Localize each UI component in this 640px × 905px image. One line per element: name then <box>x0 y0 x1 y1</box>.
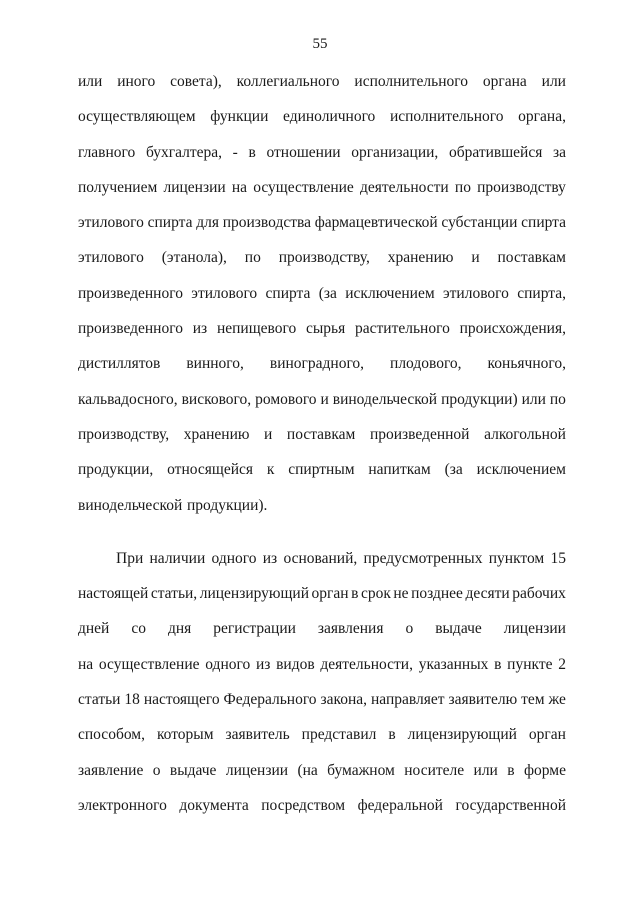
text-line: способом, которым заявитель представил в лицензирующий орган <box>78 726 566 744</box>
text-line: производству, хранению и поставкам произведенной алкогольной <box>78 425 566 443</box>
text-line: этилового спирта для производства фармацевтической субстанции спирта <box>78 214 566 232</box>
text-line: настоящей статьи, лицензирующий орган в срок не позднее десяти рабочих <box>78 585 566 603</box>
text-line: произведенного этилового спирта (за исключением этилового спирта, <box>78 284 566 302</box>
text-line: электронного документа посредством федеральной государственной <box>78 796 566 814</box>
paragraph <box>78 71 566 530</box>
paragraph <box>78 548 566 830</box>
document-body <box>78 71 566 830</box>
text-line: статьи 18 настоящего Федерального закона, направляет заявителю тем же <box>78 691 566 709</box>
text-line: заявление о выдаче лицензии (на бумажном носителе или в форме <box>78 761 566 779</box>
text-line: дистиллятов винного, виноградного, плодового, коньячного, <box>78 355 566 373</box>
page-number: 55 <box>312 36 328 52</box>
text-line: главного бухгалтера, - в отношении организации, обратившейся за <box>78 143 566 161</box>
text-line: на осуществление одного из видов деятельности, указанных в пункте 2 <box>78 655 566 673</box>
text-line: осуществляющем функции единоличного исполнительного органа, <box>78 108 566 126</box>
text-line: кальвадосного, вискового, ромового и винодельческой продукции) или по <box>78 390 566 408</box>
text-line: этилового (этанола), по производству, хранению и поставкам <box>78 249 566 267</box>
text-line: При наличии одного из оснований, предусмотренных пунктом 15 <box>116 549 566 567</box>
text-line: или иного совета), коллегиального исполнительного органа или <box>78 73 566 90</box>
text-line: винодельческой продукции). <box>78 496 268 514</box>
text-line: получением лицензии на осуществление деятельности по производству <box>78 178 566 196</box>
text-line: дней со дня регистрации заявления о выдаче лицензии <box>78 620 566 638</box>
text-line: продукции, относящейся к спиртным напиткам (за исключением <box>78 461 566 479</box>
text-line: произведенного из непищевого сырья растительного происхождения, <box>78 320 566 338</box>
paragraph-gap <box>78 530 566 548</box>
